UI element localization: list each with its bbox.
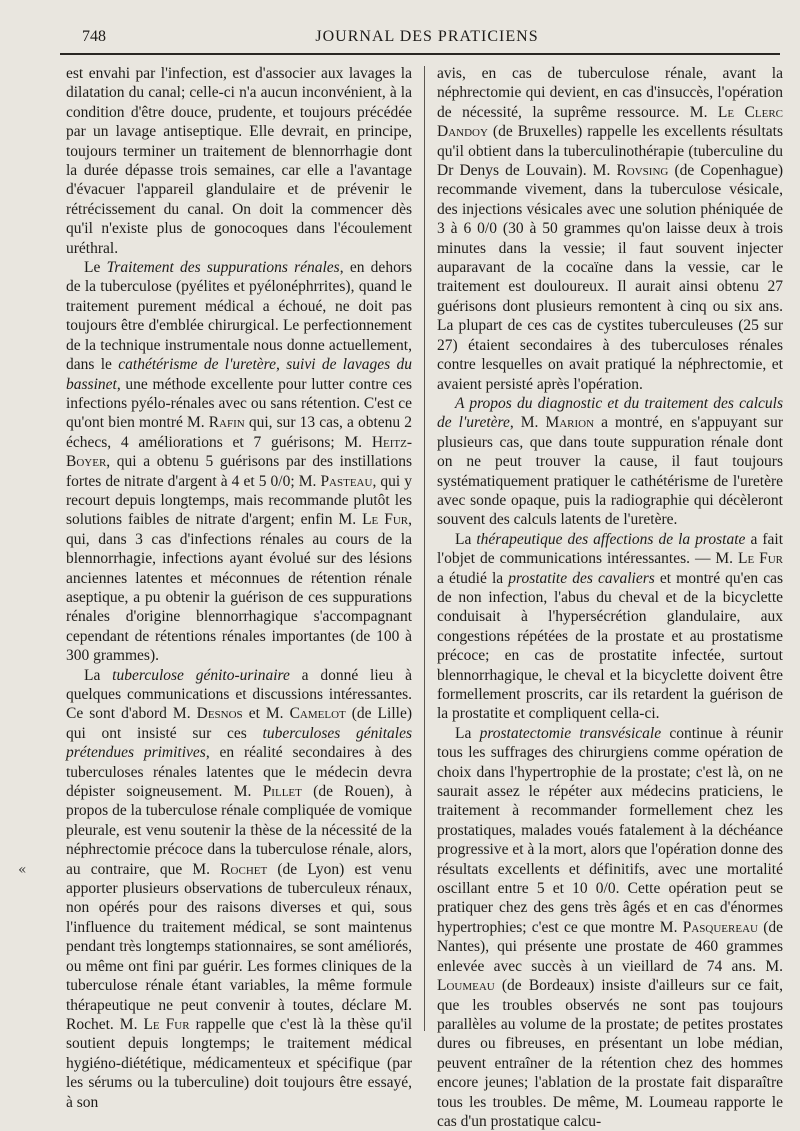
- author-name: Pasquereau: [682, 918, 758, 936]
- author-name: Camelot: [289, 705, 346, 723]
- paragraph-prostatectomie: La prostatectomie transvésicale continue à réunir tous les suffrages des chirurgiens comme opération de choix dans l'hypertrophie de la prostate; c'est là, on ne saurait assez le répéter aux médecins praticiens, le traitement à recommander formellement chez les prostatiques, malades voués fatalement à la déchéance progressive et à la mort, alors que l'opération donne des résultats excellents et définitifs, avec une mortalité oscillant entre 5 et 10 0/0. Cette opération peut se pratiquer chez des gens très âgés et en cas d'énormes hypertrophies; c'est ce que montre M. Pasquereau (de Nantes), qui présente une prostate de 460 grammes enlevée avec succès à un vieillard de 74 ans. M. Loumeau (de Bordeaux) insiste d'ailleurs sur ce fait, que les troubles observés ne sont pas toujours parallèles au volume de la prostate; de petites prostates dures ou fibreuses, en présentant un lobe médian, peuvent entraîner de la rétention chez des hommes encore jeunes; l'ablation de la prostate fait disparaître tous les troubles. De même, M. Loumeau rapporte le cas d'un prostatique calcu-: [437, 724, 784, 1130]
- topic-heading: thérapeutique des affections de la prostate: [476, 530, 746, 548]
- paragraph-tuberculose-cont: avis, en cas de tuberculose rénale, avant la néphrectomie qui devient, en cas d'insuccès, l'opération de nécessité, la suprême ressource. M. Le Clerc Dandoy (de Bruxelles) rappelle les excellents résultats qu'il obtient dans la tuberculinothérapie (tuberculine du Dr Denys de Louvain). M. Rovsing (de Copenhague) recommande vivement, dans la tuberculose vésicale, des injections vésicales avec une solution phéniquée de 3 à 6 0/0 (30 à 50 grammes qu'on laisse deux à trois minutes dans la vessie; il faut souvent injecter auparavant de la cocaïne dans la vessie, car le traitement est douloureux. Il aurait ainsi obtenu 27 guérisons dont plusieurs remontent à cinq ou six ans. La plupart de ces cas de cystites tuberculeuses (25 sur 27) étaient secondaires à des tuberculoses rénales contre lesquelles on avait pratiqué la néphrectomie, et avaient persisté après l'opération.: [437, 65, 783, 393]
- emphasis-text: tuberculoses génitales prétendues primitives: [66, 724, 412, 762]
- author-name: Loumeau: [437, 977, 495, 995]
- author-name: Rovsing: [616, 162, 669, 180]
- author-name: Rafin: [208, 414, 245, 432]
- header-rule: [60, 53, 780, 55]
- paragraph-prostate: La thérapeutique des affections de la prostate a fait l'objet de communications intéressantes. — M. Le Fur a étudié la prostatite des cavaliers et montré qu'en cas de non infection, l'abus du cheval et de la bicyclette conduisait à l'hypersécrétion glandulaire, aux congestions répétées de la prostate et au prostatisme précoce; en cas de prostatite infectée, surtout blennorrhagique, le cheval et la bicyclette doivent être formellement proscrits, car ils retardent la guérison de la prostatite et compliquent cella-ci.: [437, 530, 784, 723]
- author-name: Desnos: [196, 705, 243, 723]
- right-column: [437, 64, 783, 1131]
- running-title: JOURNAL DES PRATICIENS: [315, 28, 539, 45]
- margin-mark: «: [18, 862, 27, 878]
- left-column: [66, 64, 412, 1112]
- author-name: Le Fur: [737, 550, 784, 568]
- paragraph-dilatation: est envahi par l'infection, est d'associer aux lavages la dilatation du canal; celle-ci n'a aucun inconvénient, à la condition d'être douce, prudente, et toujours précédée par un lavage antiseptique. Elle devrait, en principe, toujours terminer un traitement de blennorrhagie dont la durée dépasse trois semaines, car elle a l'avantage d'évacuer l'appareil glandulaire et de prévenir le rétrécissement du canal. On doit la commencer dès qu'il n'existe plus de gonocoques dans l'écoulement uréthral.: [66, 65, 412, 257]
- topic-heading: A propos du diagnostic et du traitement des calculs de l'uretère: [437, 394, 783, 432]
- author-name: Le Fur: [362, 511, 409, 529]
- paragraph-tuberculose: La tuberculose génito-urinaire a donné lieu à quelques communications et discussions intéressantes. Ce sont d'abord M. Desnos et M. Camelot (de Lille) qui ont insisté sur ces tuberculoses génitales prétendues primitives, en réalité secondaires à des tuberculoses rénales latentes que le médecin devra dépister soigneusement. M. Pillet (de Rouen), à propos de la tuberculose rénale compliquée de vomique pleurale, est venu soutenir la thèse de la nécessité de la néphrectomie précoce dans la tuberculose rénale, alors, au contraire, que M. Rochet (de Lyon) est venu apporter plusieurs observations de tuberculeux rénaux, non opérés pour des raisons diverses et qui, sous l'influence du traitement médical, se sont maintenus pendant très longtemps stationnaires, se sont améliorés, ou même ont fini par guérir. Les formes cliniques de la tuberculose rénale étant variables, la même formule thérapeutique ne peut convenir à toutes, déclare M. Rochet. M. Le Fur rappelle que c'est là la thèse qu'il soutient depuis longtemps; le traitement médical hygiéno-diététique, médicamenteux et spécifique (par les sérums ou la tuberculine) doit toujours être essayé, à son: [66, 666, 412, 1111]
- author-name: Pasteau: [320, 472, 373, 490]
- page-header: [82, 28, 772, 52]
- author-name: Heitz-Boyer: [66, 433, 412, 471]
- author-name: Pillet: [262, 783, 302, 801]
- paragraph-calculs: A propos du diagnostic et du traitement des calculs de l'uretère, M. Marion a montré, en s'appuyant sur plusieurs cas, que dans toute suppuration rénale dont on ne peut trouver la cause, il faut toujours systématiquement pratiquer le cathétérisme de l'uretère avec sonde opaque, puis la radiographie qui décèleront souvent des calculs latents de l'uretère.: [437, 394, 783, 529]
- column-separator: [424, 66, 425, 1031]
- author-name: Le Clerc Dandoy: [437, 103, 783, 141]
- author-name: Rochet: [220, 860, 268, 878]
- emphasis-text: prostatite des cavaliers: [508, 569, 655, 587]
- author-name: Marion: [545, 414, 595, 432]
- emphasis-text: cathétérisme de l'uretère, suivi de lavages du bassinet: [66, 356, 412, 393]
- page-number: 748: [82, 28, 106, 45]
- author-name: Le Fur: [143, 1015, 190, 1033]
- topic-heading: tuberculose génito-urinaire: [112, 666, 290, 684]
- topic-heading: prostatectomie transvésicale: [479, 724, 662, 742]
- topic-heading: Traitement des suppurations rénales: [106, 259, 340, 277]
- paragraph-suppurations-renales: Le Traitement des suppurations rénales, en dehors de la tuberculose (pyélites et pyélonéphrrites), quand le traitement purement médical a échoué, ne doit pas toujours être d'emblée chirurgical. Le perfectionnement de la technique instrumentale nous donne actuellement, dans le cathétérisme de l'uretère, suivi de lavages du bassinet, une méthode excellente pour lutter contre ces infections pyélo-rénales avec ou sans rétention. C'est ce qu'ont bien montré M. Rafin qui, sur 13 cas, a obtenu 2 échecs, 4 améliorations et 7 guérisons; M. Heitz-Boyer, qui a obtenu 5 guérisons par des instillations fortes de nitrate d'argent à 4 et 5 0/0; M. Pasteau, qui y recourt depuis longtemps, mais recommande plutôt les solutions faibles de nitrate d'argent; enfin M. Le Fur, qui, dans 3 cas d'infections rénales au cours de la blennorrhagie, infections ayant évolué sur des lésions anciennes latentes et méconnues de rétention rénale aseptique, a pu obtenir la guérison de ces suppurations rénales d'origine blennorrhagique s'accompagnant cependant de rétentions rénales importantes (de 100 à 300 grammes).: [66, 259, 413, 665]
